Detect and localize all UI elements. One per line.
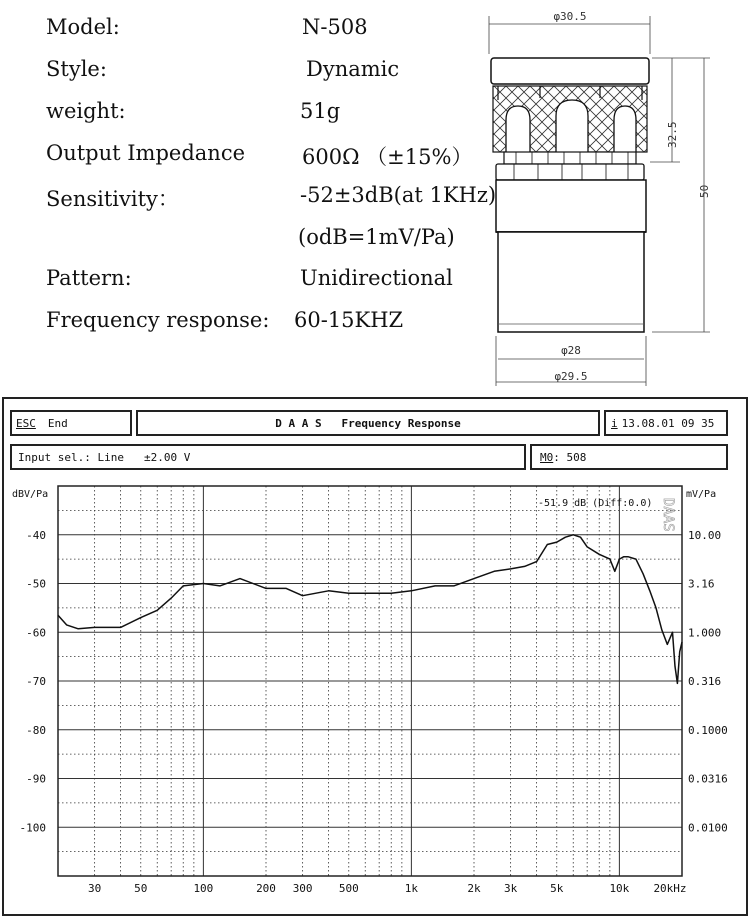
- y-axis-label: dBV/Pa: [12, 489, 49, 500]
- spec-model-value: N-508: [302, 15, 368, 39]
- x-tick-label: 2k: [467, 882, 481, 895]
- y2-tick-label: 10.00: [688, 528, 722, 542]
- x-tick-label: 100: [193, 882, 214, 895]
- x-tick-label: 200: [256, 882, 276, 895]
- x-tick-label: 30: [88, 882, 102, 895]
- spec-pattern-value: Unidirectional: [300, 266, 453, 290]
- x-tick-label: 20kHz: [653, 882, 687, 895]
- y2-tick-label: 0.316: [688, 675, 722, 688]
- screen-title: D A A S Frequency Response: [275, 416, 461, 430]
- y2-tick-label: 3.16: [688, 577, 715, 591]
- y-tick-label: -40: [26, 528, 46, 542]
- spec-impedance-value: 600Ω （±15%）: [302, 145, 473, 169]
- x-tick-label: 5k: [550, 882, 564, 895]
- y-tick-label: -90: [26, 772, 46, 786]
- x-tick-label: 500: [338, 882, 359, 895]
- dim-inner-diameter: φ28: [561, 344, 581, 357]
- input-box[interactable]: [10, 444, 526, 470]
- x-tick-label: 1k: [404, 882, 419, 895]
- y2-tick-label: 0.1000: [688, 723, 728, 737]
- spec-model-label: Model:: [46, 15, 120, 39]
- y-tick-label: -70: [26, 675, 46, 688]
- spec-pattern-label: Pattern:: [46, 266, 132, 290]
- spec-impedance-label: Output Impedance: [46, 141, 246, 165]
- level-annotation: -51.9 dB (Diff:0.0): [538, 498, 653, 509]
- dim-height-upper: 32.5: [666, 121, 679, 148]
- m0-box[interactable]: [530, 444, 728, 470]
- spec-weight-value: 51g: [300, 99, 341, 123]
- grid: [58, 486, 682, 876]
- x-tick-label: 10k: [609, 882, 630, 895]
- y2-tick-label: 0.0316: [688, 772, 728, 786]
- dim-bottom-diameter: φ29.5: [554, 370, 588, 383]
- esc-key[interactable]: ESC: [16, 416, 36, 430]
- spec-weight-label: weight:: [46, 99, 126, 123]
- y-tick-label: -50: [26, 577, 46, 591]
- end-label[interactable]: End: [47, 416, 68, 430]
- spec-sensitivity-label: Sensitivity：: [46, 187, 179, 211]
- y2-tick-label: 0.0100: [688, 821, 728, 835]
- timestamp: 13.08.01 09 35: [621, 416, 715, 430]
- watermark-daas: DAAS: [660, 498, 676, 532]
- info-key[interactable]: i: [611, 416, 618, 430]
- y-tick-label: -60: [26, 626, 46, 640]
- esc-end-box[interactable]: [10, 410, 132, 436]
- spec-sensitivity-value: -52±3dB(at 1KHz): [300, 183, 497, 207]
- x-tick-label: 50: [134, 882, 148, 895]
- spec-freq-value: 60-15KHZ: [294, 308, 404, 332]
- response-curve: [58, 535, 682, 684]
- y-tick-label: -80: [26, 723, 46, 737]
- m0-value: : 508: [553, 450, 587, 464]
- frequency-response-chart: [0, 480, 750, 900]
- y-tick-label: -100: [19, 821, 46, 835]
- y2-axis-label: mV/Pa: [686, 489, 717, 500]
- spec-sensitivity-note: (odB=1mV/Pa): [298, 225, 455, 249]
- x-tick-label: 300: [292, 882, 313, 895]
- spec-style-label: Style:: [46, 57, 107, 81]
- spec-style-value: Dynamic: [306, 57, 400, 81]
- y2-tick-label: 1.000: [688, 626, 722, 640]
- input-level: ±2.00 V: [143, 450, 191, 464]
- capsule-drawing: [482, 2, 732, 390]
- spec-freq-label: Frequency response:: [46, 308, 270, 332]
- x-tick-label: 3k: [504, 882, 518, 895]
- m0-key[interactable]: M0: [540, 450, 554, 464]
- title-box: [136, 410, 600, 436]
- dim-height-total: 50: [698, 184, 711, 198]
- input-label: Input sel.: Line: [18, 450, 124, 464]
- dim-top-diameter: φ30.5: [553, 10, 587, 23]
- timestamp-box: [604, 410, 728, 436]
